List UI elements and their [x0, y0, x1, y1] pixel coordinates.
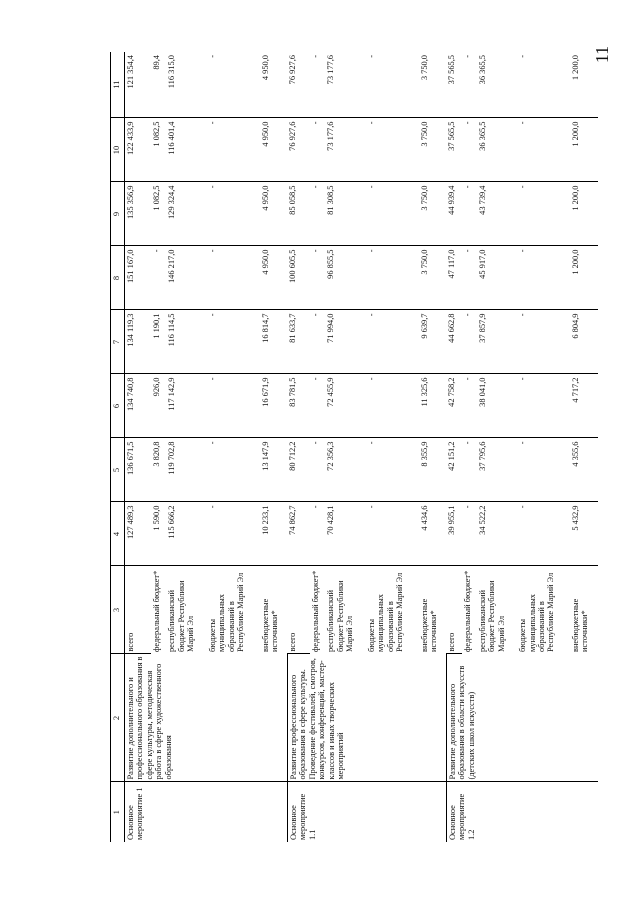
rotated-table-container — [110, 52, 598, 842]
amount-cell: 96 855,5 — [325, 246, 365, 310]
column-header: 9 — [111, 182, 125, 246]
amount-cell: 122 433,9 — [125, 118, 152, 182]
funding-source-cell: федеральный бюджет* — [311, 570, 321, 652]
amount-cell: 116 401,4 — [166, 118, 206, 182]
amount-cell: 34 522,2 — [477, 502, 517, 566]
amount-cell: - — [517, 182, 570, 246]
funding-source-cell: республиканский бюджет Республики Марий Эл — [326, 580, 355, 652]
amount-cell: - — [517, 502, 570, 566]
header-row — [111, 52, 125, 842]
amount-cell: - — [310, 502, 325, 566]
activity-code-cell: Основное мероприятие 1.1 — [287, 782, 446, 842]
amount-cell: 80 712,2 — [287, 438, 310, 502]
column-header: 4 — [111, 502, 125, 566]
amount-cell: - — [207, 502, 260, 566]
amount-cell: - — [207, 310, 260, 374]
funding-source-cell: всего — [125, 566, 152, 654]
amount-cell: - — [366, 52, 419, 118]
amount-cell: - — [462, 52, 477, 118]
amount-cell: 13 147,9 — [260, 438, 288, 502]
amount-cell: 37 857,9 — [477, 310, 517, 374]
amount-cell: 1 200,0 — [570, 182, 598, 246]
amount-cell: - — [366, 502, 419, 566]
amount-cell: 1 190,1 — [151, 310, 166, 374]
amount-cell: 3 750,0 — [419, 246, 447, 310]
amount-cell: 16 814,7 — [260, 310, 288, 374]
amount-cell: 74 862,7 — [287, 502, 310, 566]
column-header: 8 — [111, 246, 125, 310]
amount-cell: 121 354,4 — [125, 52, 152, 118]
amount-cell: - — [366, 374, 419, 438]
amount-cell: - — [151, 246, 166, 310]
amount-cell: - — [207, 374, 260, 438]
amount-cell: - — [462, 182, 477, 246]
funding-source-cell: республиканский бюджет Республики Марий Эл — [167, 580, 196, 652]
funding-source-cell: внебюджетные источники* — [571, 598, 590, 652]
amount-cell: - — [462, 502, 477, 566]
amount-cell: 1 200,0 — [570, 52, 598, 118]
amount-cell: 4 950,0 — [260, 182, 288, 246]
funding-source-cell: всего — [287, 566, 310, 654]
amount-cell: - — [310, 374, 325, 438]
amount-cell: - — [207, 182, 260, 246]
amount-cell: - — [310, 310, 325, 374]
amount-cell: 43 739,4 — [477, 182, 517, 246]
amount-cell: - — [517, 118, 570, 182]
amount-cell: - — [310, 118, 325, 182]
amount-cell: 16 671,9 — [260, 374, 288, 438]
amount-cell: - — [366, 182, 419, 246]
amount-cell: 45 917,0 — [477, 246, 517, 310]
amount-cell: - — [517, 52, 570, 118]
amount-cell: 134 119,3 — [125, 310, 152, 374]
amount-cell: 72 356,3 — [325, 438, 365, 502]
amount-cell: 73 177,6 — [325, 118, 365, 182]
amount-cell: 81 633,7 — [287, 310, 310, 374]
amount-cell: 76 927,6 — [287, 118, 310, 182]
amount-cell: 5 432,9 — [570, 502, 598, 566]
funding-source-cell: внебюджетные источники* — [419, 598, 439, 652]
amount-cell: 37 565,5 — [446, 118, 461, 182]
amount-cell: 3 750,0 — [419, 118, 447, 182]
amount-cell: 3 820,8 — [151, 438, 166, 502]
amount-cell: - — [462, 374, 477, 438]
amount-cell: 38 041,0 — [477, 374, 517, 438]
amount-cell: - — [462, 438, 477, 502]
amount-cell: 44 939,4 — [446, 182, 461, 246]
amount-cell: 81 308,5 — [325, 182, 365, 246]
amount-cell: 10 233,1 — [260, 502, 288, 566]
amount-cell: 1 082,5 — [151, 118, 166, 182]
amount-cell: 42 758,2 — [446, 374, 461, 438]
funding-source-cell: бюджеты муниципальных образований в Республике Марий Эл — [207, 572, 245, 652]
funding-source-cell: федеральный бюджет* — [462, 570, 472, 652]
amount-cell: - — [207, 118, 260, 182]
amount-cell: 1 200,0 — [570, 246, 598, 310]
amount-cell: - — [517, 246, 570, 310]
column-header: 3 — [111, 566, 125, 654]
amount-cell: 89,4 — [151, 52, 166, 118]
amount-cell: 42 151,2 — [446, 438, 461, 502]
amount-cell: 6 804,9 — [570, 310, 598, 374]
amount-cell: - — [462, 118, 477, 182]
amount-cell: 36 365,5 — [477, 118, 517, 182]
activity-description-cell: Развитие дополнительного образования в области искусств (детских школ искусств) — [446, 654, 598, 782]
amount-cell: 136 671,5 — [125, 438, 152, 502]
amount-cell: 4 950,0 — [260, 52, 288, 118]
funding-source-cell: внебюджетные источники* — [260, 598, 280, 652]
activity-code-cell: Основное мероприятие 1.2 — [446, 782, 598, 842]
amount-cell: - — [517, 438, 570, 502]
column-header: 2 — [111, 654, 125, 782]
amount-cell: 83 781,5 — [287, 374, 310, 438]
amount-cell: 70 428,1 — [325, 502, 365, 566]
amount-cell: - — [366, 118, 419, 182]
amount-cell: 85 058,5 — [287, 182, 310, 246]
amount-cell: - — [207, 438, 260, 502]
amount-cell: 1 200,0 — [570, 118, 598, 182]
amount-cell: 115 666,2 — [166, 502, 206, 566]
amount-cell: 39 955,1 — [446, 502, 461, 566]
amount-cell: 4 717,2 — [570, 374, 598, 438]
amount-cell: 36 365,5 — [477, 52, 517, 118]
amount-cell: 926,0 — [151, 374, 166, 438]
amount-cell: 4 434,6 — [419, 502, 447, 566]
amount-cell: 11 325,6 — [419, 374, 447, 438]
amount-cell: 129 324,4 — [166, 182, 206, 246]
table-body — [125, 52, 599, 842]
amount-cell: - — [366, 310, 419, 374]
page-number: 11 — [591, 45, 612, 64]
funding-source-cell: всего — [446, 566, 461, 654]
activity-description-cell: Развитие профессионального образования в сфере культуры. Проведение фестивалей, смотров, конкурсов, конференций, мастер-классов и иных творческих мероприятий — [287, 654, 446, 782]
amount-cell: 3 750,0 — [419, 52, 447, 118]
column-header: 6 — [111, 374, 125, 438]
column-header: 7 — [111, 310, 125, 374]
amount-cell: 146 217,0 — [166, 246, 206, 310]
amount-cell: 76 927,6 — [287, 52, 310, 118]
budget-table — [110, 52, 598, 842]
amount-cell: 4 950,0 — [260, 118, 288, 182]
amount-cell: 71 994,0 — [325, 310, 365, 374]
amount-cell: 119 702,8 — [166, 438, 206, 502]
table-row — [125, 52, 152, 842]
amount-cell: 1 590,0 — [151, 502, 166, 566]
amount-cell: 116 114,5 — [166, 310, 206, 374]
amount-cell: 116 315,0 — [166, 52, 206, 118]
activity-description-cell: Развитие дополнительного и профессионального образования в сфере культуры, методическая работа в сфере художественного образования — [125, 654, 288, 782]
column-header: 5 — [111, 438, 125, 502]
amount-cell: 47 117,0 — [446, 246, 461, 310]
funding-source-cell: республиканский бюджет Республики Марий Эл — [477, 580, 506, 652]
amount-cell: 3 750,0 — [419, 182, 447, 246]
amount-cell: 1 082,5 — [151, 182, 166, 246]
amount-cell: 44 662,8 — [446, 310, 461, 374]
amount-cell: - — [517, 374, 570, 438]
amount-cell: 4 355,6 — [570, 438, 598, 502]
amount-cell: - — [517, 310, 570, 374]
amount-cell: 135 356,9 — [125, 182, 152, 246]
amount-cell: 9 639,7 — [419, 310, 447, 374]
amount-cell: - — [310, 438, 325, 502]
amount-cell: 134 740,8 — [125, 374, 152, 438]
table-row — [446, 52, 461, 842]
funding-source-cell: федеральный бюджет* — [152, 570, 162, 652]
column-header: 1 — [111, 782, 125, 842]
column-header: 11 — [111, 52, 125, 118]
amount-cell: 37 795,6 — [477, 438, 517, 502]
amount-cell: 8 355,9 — [419, 438, 447, 502]
amount-cell: - — [310, 182, 325, 246]
amount-cell: - — [207, 246, 260, 310]
amount-cell: - — [310, 246, 325, 310]
funding-source-cell: бюджеты муниципальных образований в Республике Марий Эл — [366, 572, 404, 652]
amount-cell: - — [207, 52, 260, 118]
amount-cell: - — [366, 246, 419, 310]
amount-cell: 117 142,9 — [166, 374, 206, 438]
amount-cell: - — [462, 310, 477, 374]
amount-cell: - — [366, 438, 419, 502]
funding-source-cell: бюджеты муниципальных образований в Республике Марий Эл — [518, 572, 556, 652]
amount-cell: 151 167,0 — [125, 246, 152, 310]
amount-cell: - — [462, 246, 477, 310]
amount-cell: 72 455,9 — [325, 374, 365, 438]
amount-cell: 4 950,0 — [260, 246, 288, 310]
amount-cell: 127 489,3 — [125, 502, 152, 566]
column-header: 10 — [111, 118, 125, 182]
amount-cell: 37 565,5 — [446, 52, 461, 118]
amount-cell: 73 177,6 — [325, 52, 365, 118]
amount-cell: - — [310, 52, 325, 118]
table-row — [287, 52, 310, 842]
amount-cell: 100 605,5 — [287, 246, 310, 310]
activity-code-cell: Основное мероприятие 1 — [126, 787, 145, 840]
